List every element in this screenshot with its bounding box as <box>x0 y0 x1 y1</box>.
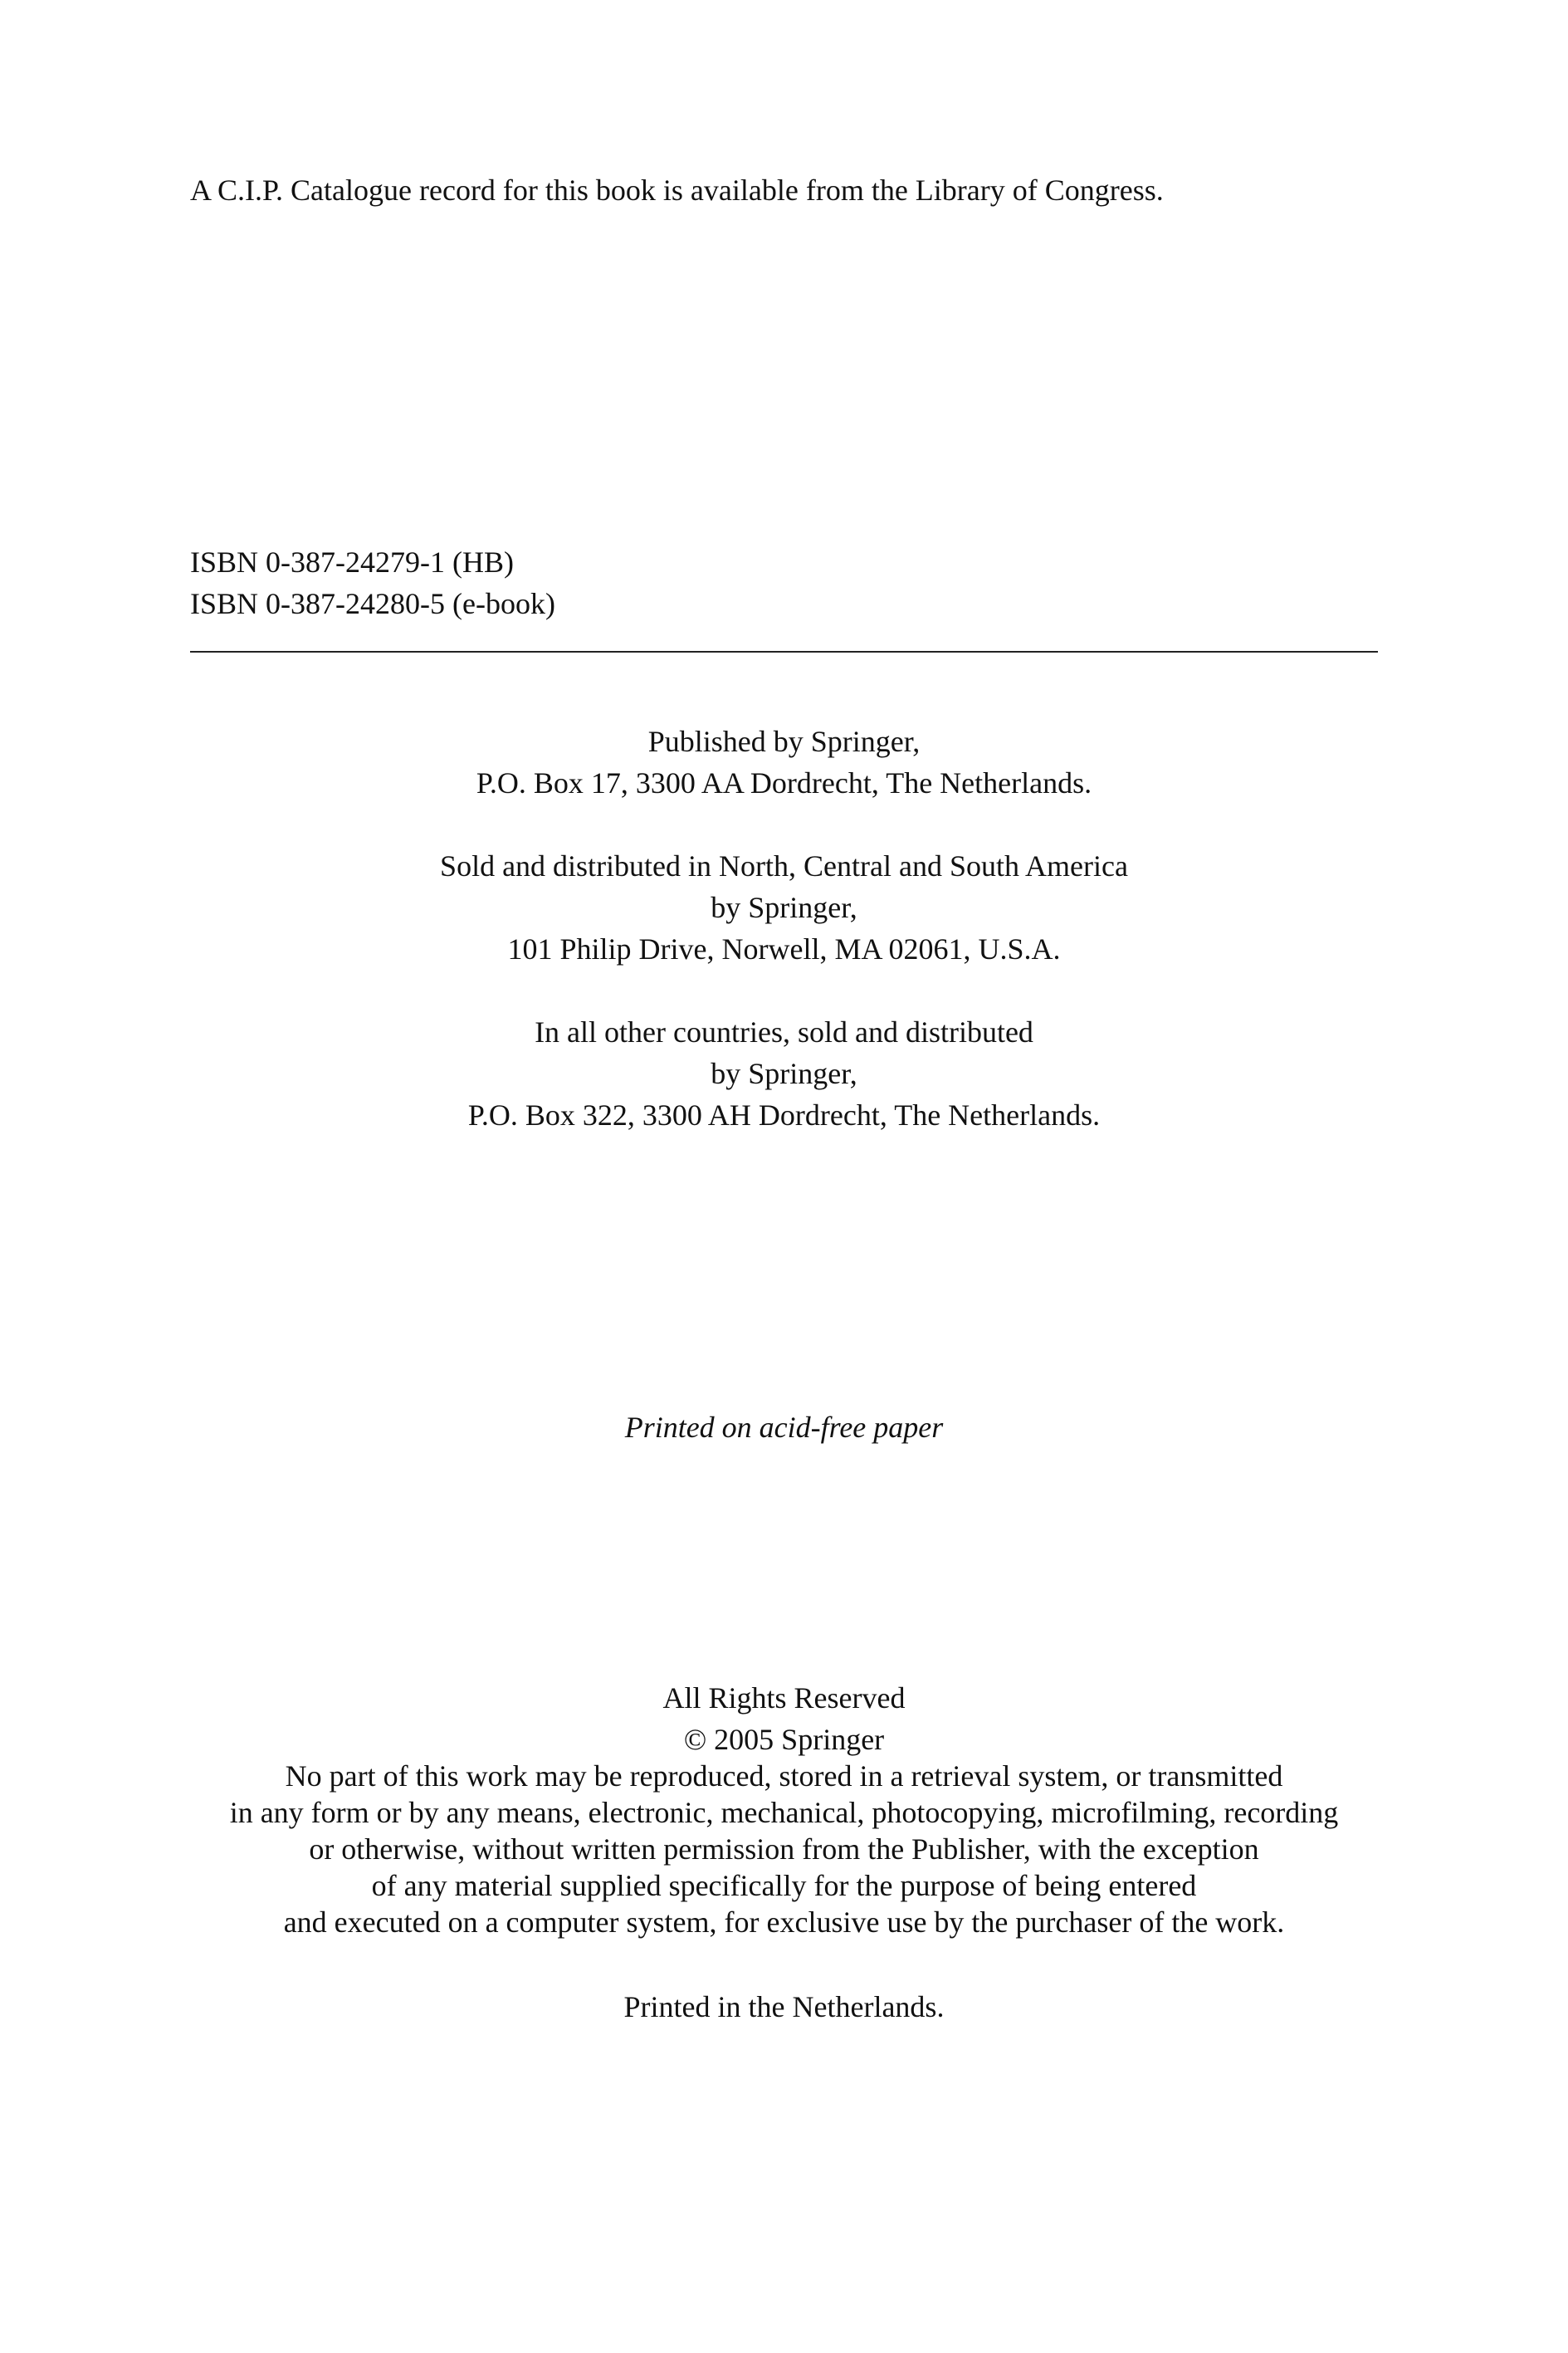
rights-notice-line: or otherwise, without written permission from the Publisher, with the exception <box>309 1832 1259 1866</box>
rights-notice-line: and executed on a computer system, for exclusive use by the purchaser of the work. <box>283 1905 1285 1939</box>
cip-catalogue-record: A C.I.P. Catalogue record for this book is available from the Library of Congress. <box>190 174 1164 207</box>
americas-address: 101 Philip Drive, Norwell, MA 02061, U.S.A. <box>507 932 1061 966</box>
other-countries-address: P.O. Box 322, 3300 AH Dordrecht, The Netherlands. <box>467 1098 1101 1132</box>
rights-notice-line: in any form or by any means, electronic, mechanical, photocopying, microfilming, recording <box>229 1796 1339 1829</box>
horizontal-rule <box>190 651 1378 653</box>
published-address: P.O. Box 17, 3300 AA Dordrecht, The Netherlands. <box>476 766 1092 800</box>
copyright-line: © 2005 Springer <box>683 1723 885 1756</box>
other-countries-distribution: In all other countries, sold and distributed <box>535 1015 1033 1049</box>
rights-notice-line: of any material supplied specifically for the purpose of being entered <box>371 1869 1197 1902</box>
other-countries-distributor: by Springer, <box>711 1057 857 1090</box>
acid-free-paper-note: Printed on acid-free paper <box>624 1411 944 1444</box>
published-by: Published by Springer, <box>647 725 921 758</box>
americas-distribution: Sold and distributed in North, Central and South America <box>440 849 1128 883</box>
all-rights-reserved: All Rights Reserved <box>662 1681 906 1715</box>
isbn-hardback: ISBN 0-387-24279-1 (HB) <box>190 545 514 579</box>
printed-in: Printed in the Netherlands. <box>623 1990 945 2023</box>
rights-notice-line: No part of this work may be reproduced, stored in a retrieval system, or transmitted <box>285 1759 1283 1793</box>
isbn-ebook: ISBN 0-387-24280-5 (e-book) <box>190 587 555 620</box>
americas-distributor: by Springer, <box>711 891 857 924</box>
